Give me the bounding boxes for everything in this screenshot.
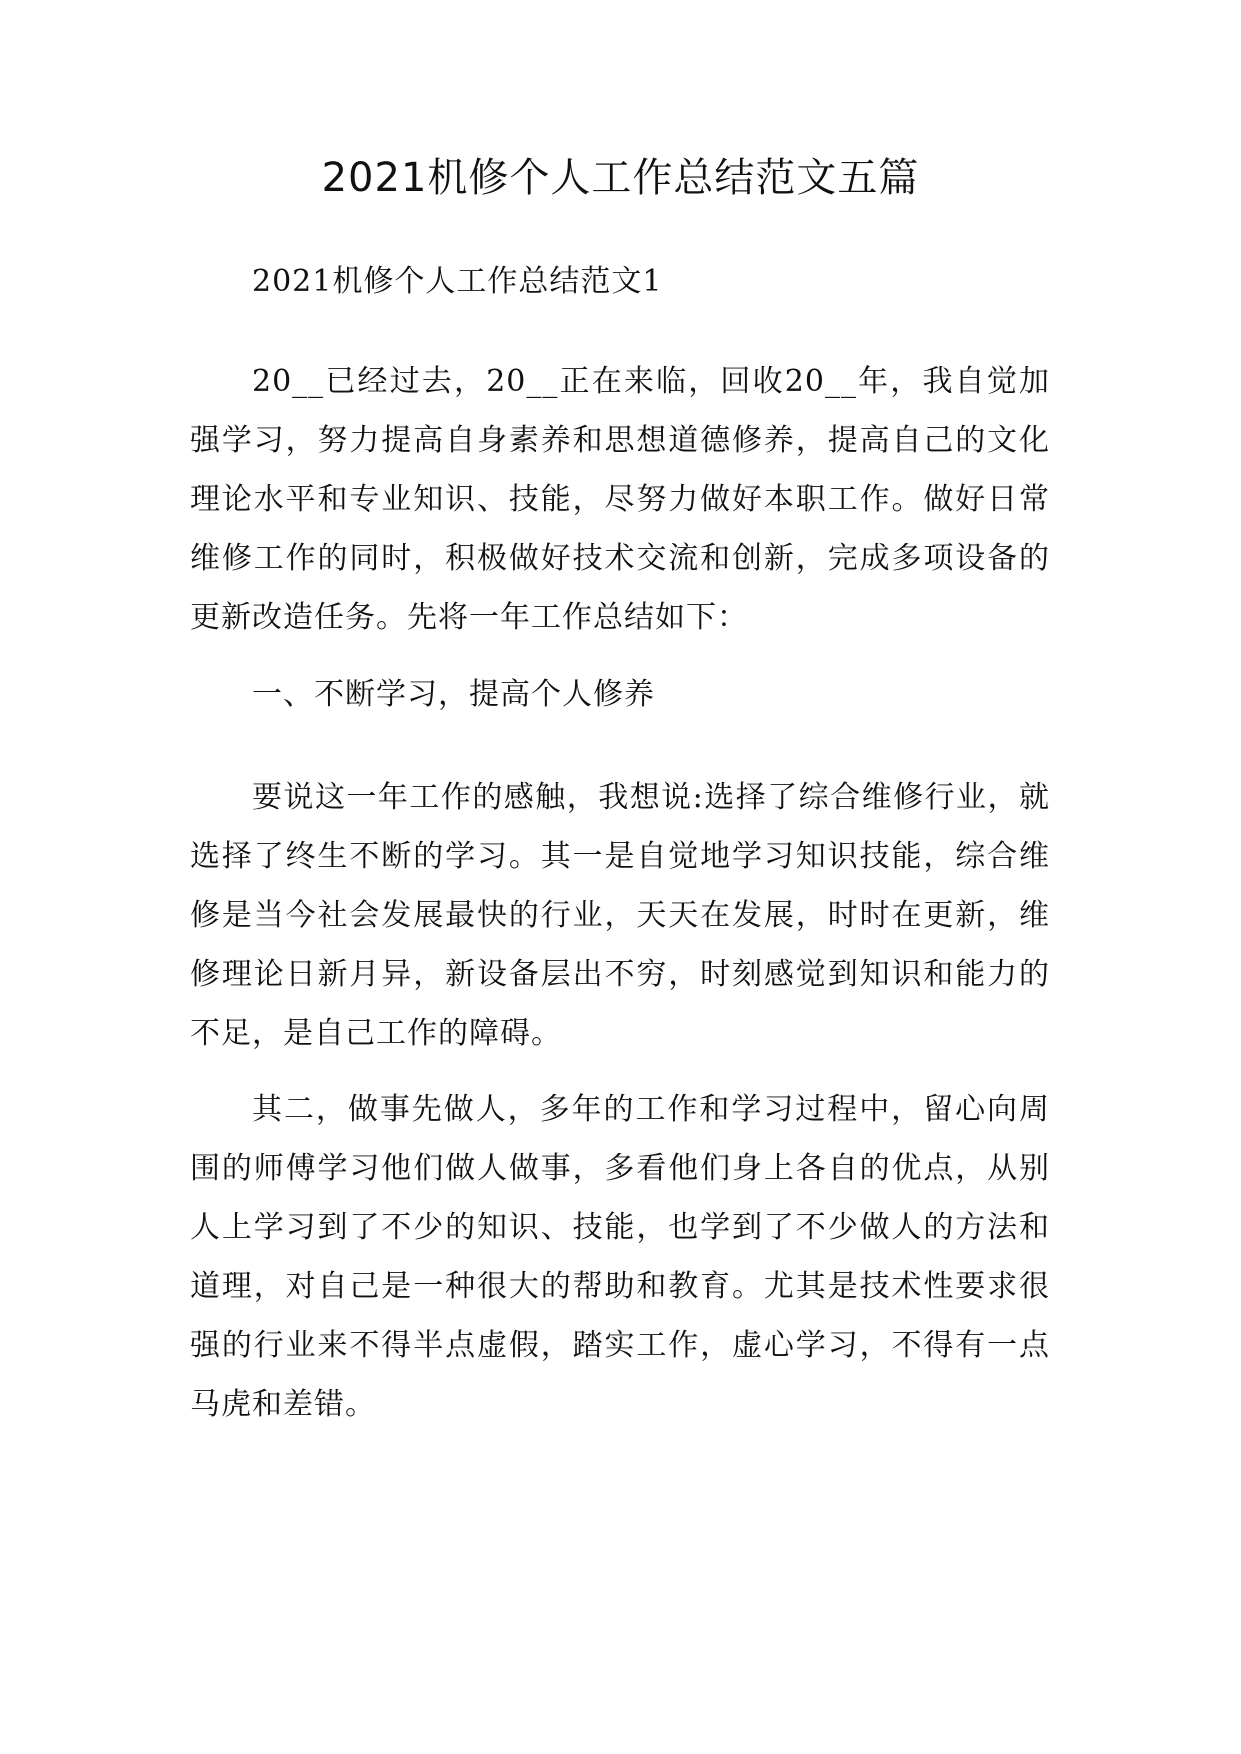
section-heading: 2021机修个人工作总结范文1: [252, 264, 663, 299]
intro-paragraph: 20__已经过去，20__正在来临，回收20__年，我自觉加强学习，努力提高自身素养和思想道德修养，提高自己的文化理论水平和专业知识、技能，尽努力做好本职工作。做好日常维修工作的同时，积极做好技术交流和创新，完成多项设备的更新改造任务。先将一年工作总结如下：: [190, 364, 1050, 635]
document-title: 2021机修个人工作总结范文五篇: [321, 155, 920, 201]
paragraph-conduct: 其二，做事先做人，多年的工作和学习过程中，留心向周围的师傅学习他们做人做事，多看他们身上各自的优点，从别人上学习到了不少的知识、技能，也学到了不少做人的方法和道理，对自己是一种很大的帮助和教育。尤其是技术性要求很强的行业来不得半点虚假，踏实工作，虚心学习，不得有一点马虎和差错。: [190, 1092, 1050, 1422]
paragraph-reflection: 要说这一年工作的感触，我想说:选择了综合维修行业，就选择了终生不断的学习。其一是自觉地学习知识技能，综合维修是当今社会发展最快的行业，天天在发展，时时在更新，维修理论日新月异，新设备层出不穷，时刻感觉到知识和能力的不足，是自己工作的障碍。: [190, 780, 1050, 1051]
subheading-learning: 一、不断学习，提高个人修养: [252, 677, 655, 712]
